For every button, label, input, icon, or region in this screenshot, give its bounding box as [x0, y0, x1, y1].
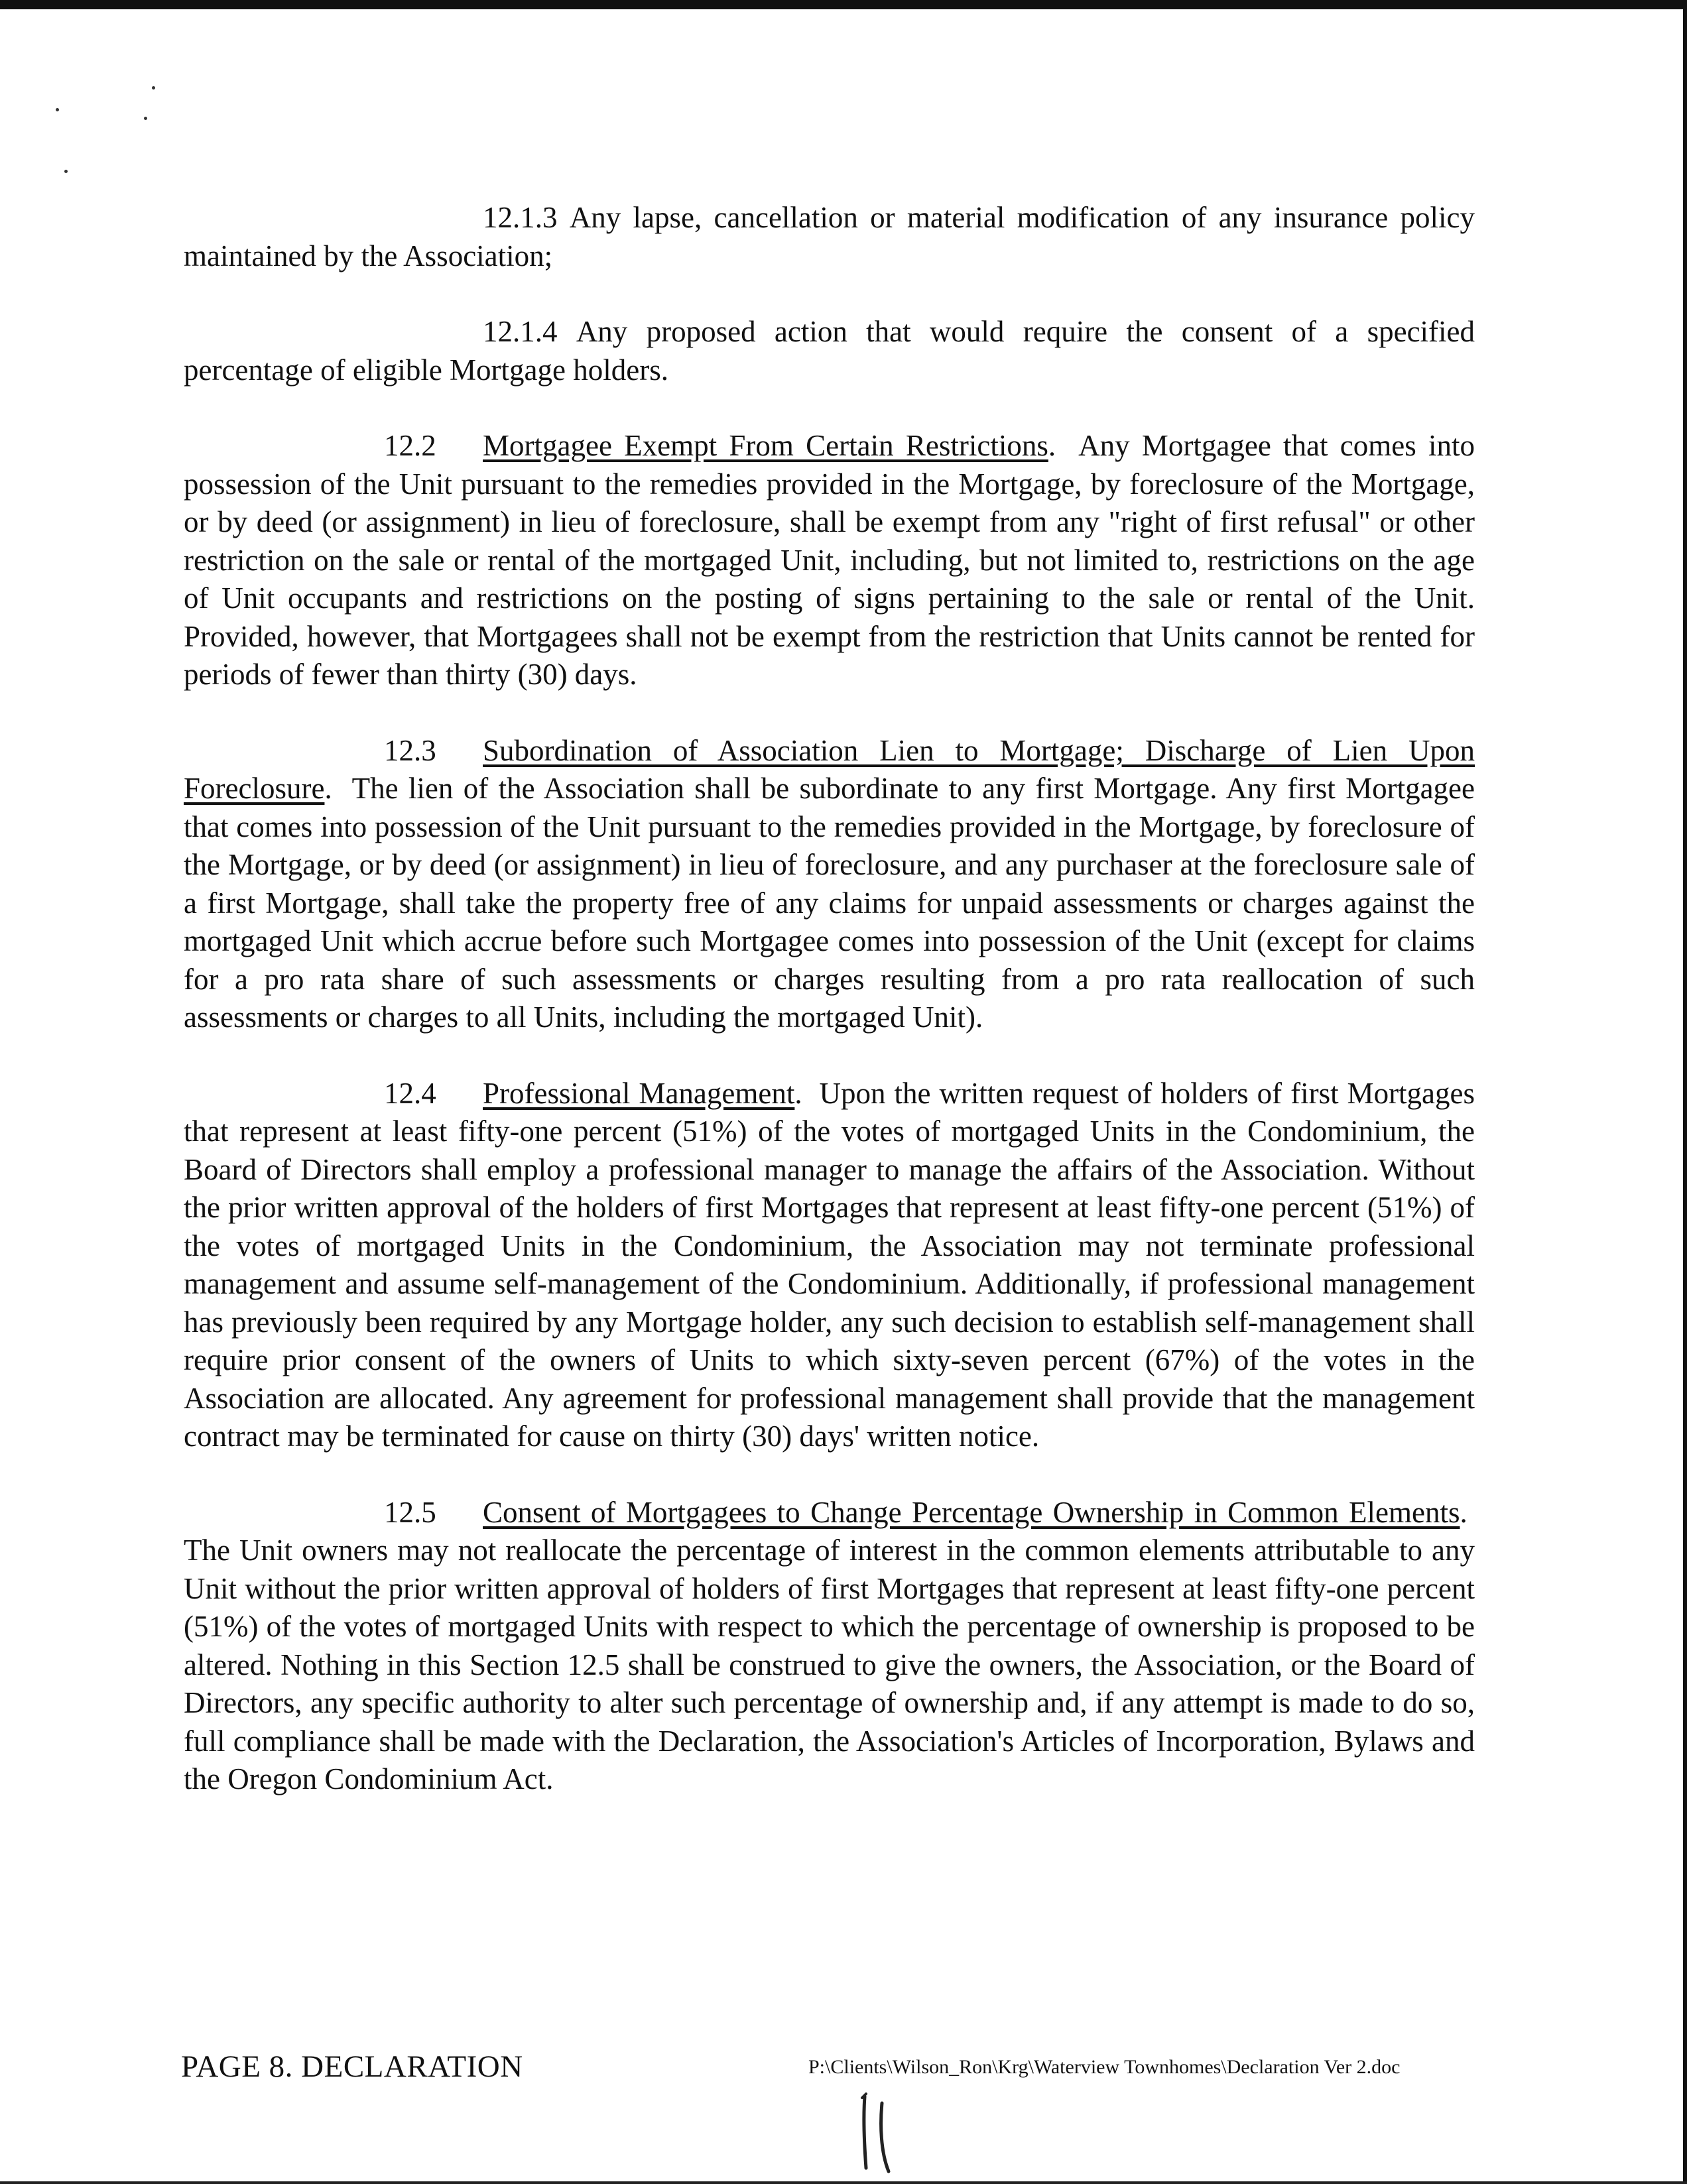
footer-file-path: P:\Clients\Wilson_Ron\Krg\Waterview Townhomes\Declaration Ver 2.doc — [808, 2056, 1401, 2078]
section-number: 12.4 — [384, 1076, 436, 1110]
paragraph-text: Any lapse, cancellation or material modification of any insurance policy maintained by the Association; — [184, 201, 1475, 273]
paragraph-text: Any Mortgagee that comes into possession of the Unit pursuant to the remedies provided in the Mortgage, by foreclosure of the Mortgage, or by deed (or assignment) in lieu of foreclosure, shall be exempt from any "right of first refusal" or other restriction on the sale or rental of the mortgaged Unit, including, but not limited to, restrictions on the age of Unit occupants and restrictions on the posting of signs pertaining to the sale or rental of the Unit. Provided, however, that Mortgagees shall not be exempt from the restriction that Units cannot be rented for periods of fewer than thirty (30) days. — [184, 429, 1475, 691]
section-heading: Consent of Mortgagees to Change Percentage Ownership in Common Elements — [483, 1495, 1460, 1529]
document-body — [184, 199, 1475, 1837]
section-number: 12.5 — [384, 1495, 436, 1529]
scan-speck — [64, 170, 68, 173]
scan-edge-right — [1683, 0, 1687, 2184]
section-number: 12.1.3 — [483, 201, 558, 234]
scan-speck — [152, 86, 155, 90]
paragraph-text: Any proposed action that would require the consent of a specified percentage of eligible Mortgage holders. — [184, 315, 1475, 387]
handwritten-page-mark — [857, 2089, 897, 2175]
paragraph-12-5: 12.5 Consent of Mortgagees to Change Percentage Ownership in Common Elements. The Unit owners may not reallocate the percentage of interest in the common elements attributable to any Unit without the prior written approval of holders of first Mortgages that represent at least fifty-one percent (51%) of the votes of mortgaged Units with respect to which the percentage of ownership is proposed to be altered. Nothing in this Section 12.5 shall be construed to give the owners, the Association, or the Board of Directors, any specific authority to alter such percentage of ownership and, if any attempt is made to do so, full compliance shall be made with the Declaration, the Association's Articles of Incorporation, Bylaws and the Oregon Condominium Act. — [184, 1494, 1475, 1799]
scan-edge-bottom — [0, 2181, 1687, 2184]
footer-page-label: PAGE 8. DECLARATION — [181, 2049, 523, 2084]
paragraph-12-3: 12.3 Subordination of Association Lien to Mortgage; Discharge of Lien Upon Foreclosure. The lien of the Association shall be subordinate to any first Mortgage. Any first Mortgagee that comes into possession of the Unit pursuant to the remedies provided in the Mortgage, by foreclosure of the Mortgage, or by deed (or assignment) in lieu of foreclosure, and any purchaser at the foreclosure sale of a first Mortgage, shall take the property free of any claims for unpaid assessments or charges against the mortgaged Unit which accrue before such Mortgagee comes into possession of the Unit (except for claims for a pro rata share of such assessments or charges resulting from a pro rata reallocation of such assessments or charges to all Units, including the mortgaged Unit). — [184, 732, 1475, 1037]
scan-edge-top — [0, 0, 1687, 9]
section-number: 12.2 — [384, 429, 436, 462]
section-heading: Mortgagee Exempt From Certain Restrictions — [483, 429, 1048, 462]
scan-speck — [56, 108, 59, 111]
section-number: 12.3 — [384, 733, 436, 767]
paragraph-text: The Unit owners may not reallocate the percentage of interest in the common elements attributable to any Unit without the prior written approval of holders of first Mortgages that represent at least fifty-one percent (51%) of the votes of mortgaged Units with respect to which the percentage of ownership is proposed to be altered. Nothing in this Section 12.5 shall be construed to give the owners, the Association, or the Board of Directors, any specific authority to alter such percentage of ownership and, if any attempt is made to do so, full compliance shall be made with the Declaration, the Association's Articles of Incorporation, Bylaws and the Oregon Condominium Act. — [184, 1534, 1475, 1795]
scan-speck — [144, 117, 147, 120]
paragraph-12-1-4 — [184, 313, 1475, 389]
paragraph-text: Upon the written request of holders of first Mortgages that represent at least fifty-one percent (51%) of the votes of mortgaged Units in the Condominium, the Board of Directors shall employ a professional manager to manage the affairs of the Association. Without the prior written approval of the holders of first Mortgages that represent at least fifty-one percent (51%) of the votes of mortgaged Units in the Condominium, the Association may not terminate professional management and assume self-management of the Condominium. Additionally, if professional management has previously been required by any Mortgage holder, any such decision to establish self-management shall require prior consent of the owners of Units to which sixty-seven percent (67%) of the votes in the Association are allocated. Any agreement for professional management shall provide that the management contract may be terminated for cause on thirty (30) days' written notice. — [184, 1076, 1475, 1453]
section-heading: Professional Management — [483, 1076, 795, 1110]
section-number: 12.1.4 — [483, 315, 558, 348]
section-heading: Subordination of Association Lien to Mortgage; Discharge of Lien Upon Foreclosure — [184, 733, 1475, 805]
paragraph-12-4: 12.4 Professional Management. Upon the written request of holders of first Mortgages that represent at least fifty-one percent (51%) of the votes of mortgaged Units in the Condominium, the Board of Directors shall employ a professional manager to manage the affairs of the Association. Without the prior written approval of the holders of first Mortgages that represent at least fifty-one percent (51%) of the votes of mortgaged Units in the Condominium, the Association may not terminate professional management and assume self-management of the Condominium. Additionally, if professional management has previously been required by any Mortgage holder, any such decision to establish self-management shall require prior consent of the owners of Units to which sixty-seven percent (67%) of the votes in the Association are allocated. Any agreement for professional management shall provide that the management contract may be terminated for cause on thirty (30) days' written notice. — [184, 1075, 1475, 1456]
paragraph-12-2: 12.2 Mortgagee Exempt From Certain Restrictions. Any Mortgagee that comes into possession of the Unit pursuant to the remedies provided in the Mortgage, by foreclosure of the Mortgage, or by deed (or assignment) in lieu of foreclosure, shall be exempt from any "right of first refusal" or other restriction on the sale or rental of the mortgaged Unit, including, but not limited to, restrictions on the age of Unit occupants and restrictions on the posting of signs pertaining to the sale or rental of the Unit. Provided, however, that Mortgagees shall not be exempt from the restriction that Units cannot be rented for periods of fewer than thirty (30) days. — [184, 427, 1475, 694]
paragraph-text: The lien of the Association shall be subordinate to any first Mortgage. Any first Mortgagee that comes into possession of the Unit pursuant to the remedies provided in the Mortgage, by foreclosure of the Mortgage, or by deed (or assignment) in lieu of foreclosure, and any purchaser at the foreclosure sale of a first Mortgage, shall take the property free of any claims for unpaid assessments or charges against the mortgaged Unit which accrue before such Mortgagee comes into possession of the Unit (except for claims for a pro rata share of such assessments or charges resulting from a pro rata reallocation of such assessments or charges to all Units, including the mortgaged Unit). — [184, 772, 1475, 1034]
paragraph-12-1-3 — [184, 199, 1475, 275]
